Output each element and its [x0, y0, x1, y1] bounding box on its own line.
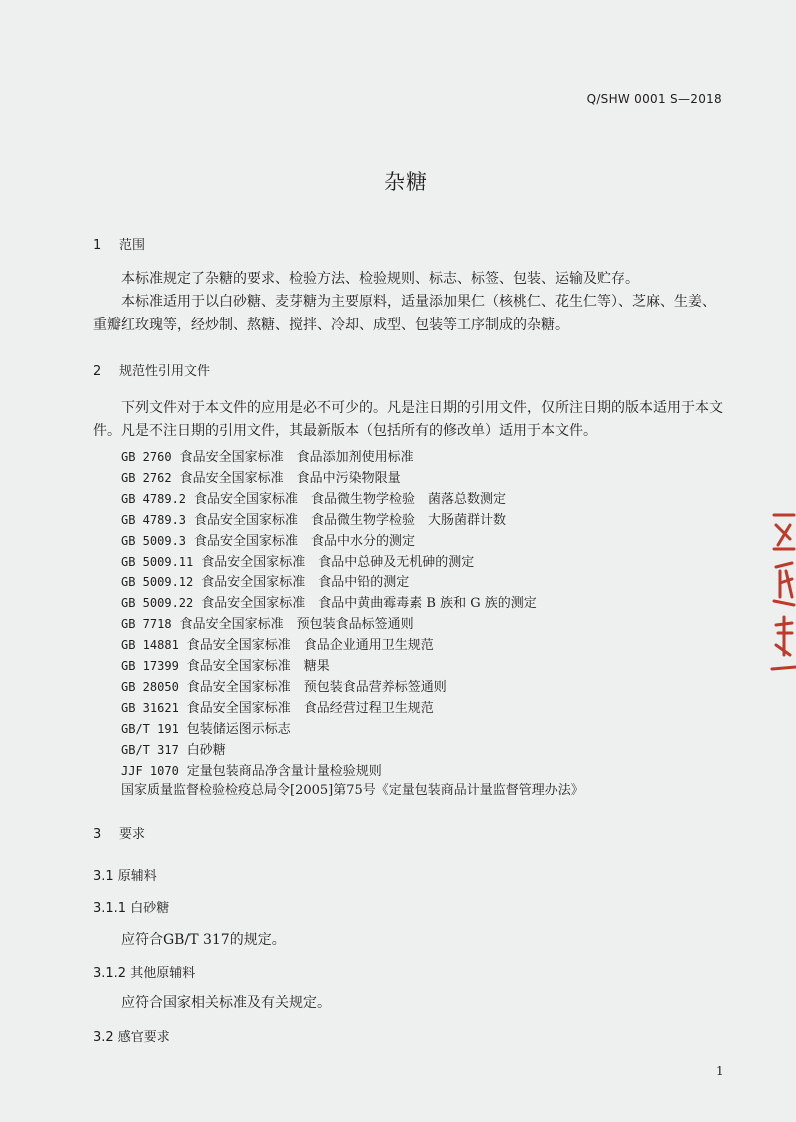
reference-title: 包装储运图示标志 [186, 721, 291, 737]
subsection-3-1-2-heading: 3.1.2 其他原辅料 [93, 966, 196, 981]
standard-code: Q/SHW 0001 S—2018 [586, 92, 722, 106]
section-2-heading [93, 360, 210, 379]
reference-item [121, 571, 409, 590]
reference-code: JJF 1070 [121, 763, 179, 778]
reference-title: 食品安全国家标准 预包装食品营养标签通则 [186, 679, 447, 695]
subsection-3-1-1-text: 应符合GB/T 317的规定。 [121, 932, 286, 948]
reference-title: 食品安全国家标准 食品企业通用卫生规范 [186, 638, 434, 654]
reference-item [121, 446, 414, 465]
reference-title: 食品安全国家标准 食品微生物学检验 大肠菌群计数 [194, 512, 507, 528]
page-number: 1 [716, 1064, 724, 1078]
decree-reference: 国家质量监督检验检疫总局令[2005]第75号《定量包装商品计量监督管理办法》 [121, 783, 584, 798]
reference-code: GB 5009.11 [121, 554, 194, 569]
reference-code: GB/T 317 [121, 742, 179, 757]
subsection-3-1-2-text: 应符合国家相关标准及有关规定。 [121, 995, 331, 1011]
reference-code: GB 31621 [121, 700, 179, 715]
reference-title: 食品安全国家标准 食品中总砷及无机砷的测定 [201, 554, 475, 570]
reference-title: 白砂糖 [186, 742, 226, 758]
reference-item [121, 739, 226, 758]
references-intro-line-2: 件。凡是不注日期的引用文件，其最新版本（包括所有的修改单）适用于本文件。 [93, 423, 597, 439]
section-2-title: 规范性引用文件 [119, 364, 211, 379]
reference-code: GB 5009.22 [121, 596, 194, 611]
document-title: 杂糖 [384, 170, 428, 194]
reference-item [121, 760, 382, 779]
reference-code: GB 28050 [121, 679, 179, 694]
reference-item [121, 697, 434, 716]
section-3-title: 要求 [119, 827, 146, 842]
reference-item [121, 676, 447, 695]
reference-item [121, 488, 506, 507]
reference-item [121, 613, 414, 632]
reference-title: 食品安全国家标准 预包装食品标签通则 [179, 617, 414, 633]
reference-item [121, 509, 506, 528]
reference-title: 食品安全国家标准 食品中水分的测定 [194, 533, 416, 549]
reference-code: GB 17399 [121, 659, 179, 673]
section-3-number: 3 [93, 827, 102, 842]
reference-code: GB 5009.12 [121, 575, 194, 590]
seal-stamp-image [770, 505, 796, 675]
scope-paragraph-1: 本标准规定了杂糖的要求、检验方法、检验规则、标志、标签、包装、运输及贮存。 [121, 271, 639, 287]
reference-code: GB 4789.2 [121, 491, 187, 506]
reference-title: 食品安全国家标准 糖果 [186, 659, 330, 674]
subsection-3-1-1-heading: 3.1.1 白砂糖 [93, 901, 170, 916]
reference-code: GB 5009.3 [121, 533, 187, 548]
reference-item [121, 467, 401, 486]
reference-title: 食品安全国家标准 食品添加剂使用标准 [179, 450, 414, 465]
reference-item [121, 530, 415, 549]
references-intro-line-1: 下列文件对于本文件的应用是必不可少的。凡是注日期的引用文件，仅所注日期的版本适用于本文 [121, 400, 723, 416]
reference-code: GB 2760 [121, 450, 172, 464]
section-1-heading [93, 234, 145, 253]
reference-item [121, 634, 434, 653]
scope-paragraph-2-line-2: 重瓣红玫瑰等，经炒制、熬糖、搅拌、冷却、成型、包装等工序制成的杂糖。 [93, 317, 569, 333]
subsection-3-1-heading: 3.1 原辅料 [93, 869, 157, 884]
subsection-3-2-heading: 3.2 感官要求 [93, 1030, 170, 1045]
reference-item [121, 551, 474, 570]
reference-title: 食品安全国家标准 食品中黄曲霉毒素 B 族和 G 族的测定 [201, 596, 537, 612]
reference-code: GB 4789.3 [121, 512, 187, 527]
reference-title: 定量包装商品净含量计量检验规则 [186, 763, 382, 779]
reference-item [121, 655, 330, 674]
reference-code: GB 2762 [121, 470, 172, 485]
reference-title: 食品安全国家标准 食品中污染物限量 [179, 470, 401, 486]
reference-title: 食品安全国家标准 食品微生物学检验 菌落总数测定 [194, 491, 507, 507]
section-1-title: 范围 [119, 238, 146, 253]
section-1-number: 1 [93, 238, 102, 253]
reference-item [121, 718, 291, 737]
reference-code: GB/T 191 [121, 721, 179, 736]
reference-code: GB 7718 [121, 617, 172, 632]
reference-code: GB 14881 [121, 638, 179, 653]
scope-paragraph-2-line-1: 本标准适用于以白砂糖、麦芽糖为主要原料，适量添加果仁（核桃仁、花生仁等）、芝麻、生姜、 [121, 294, 716, 310]
section-3-heading [93, 823, 145, 842]
reference-title: 食品安全国家标准 食品中铅的测定 [201, 575, 410, 591]
reference-item [121, 592, 537, 611]
section-2-number: 2 [93, 364, 102, 379]
reference-title: 食品安全国家标准 食品经营过程卫生规范 [186, 700, 434, 716]
